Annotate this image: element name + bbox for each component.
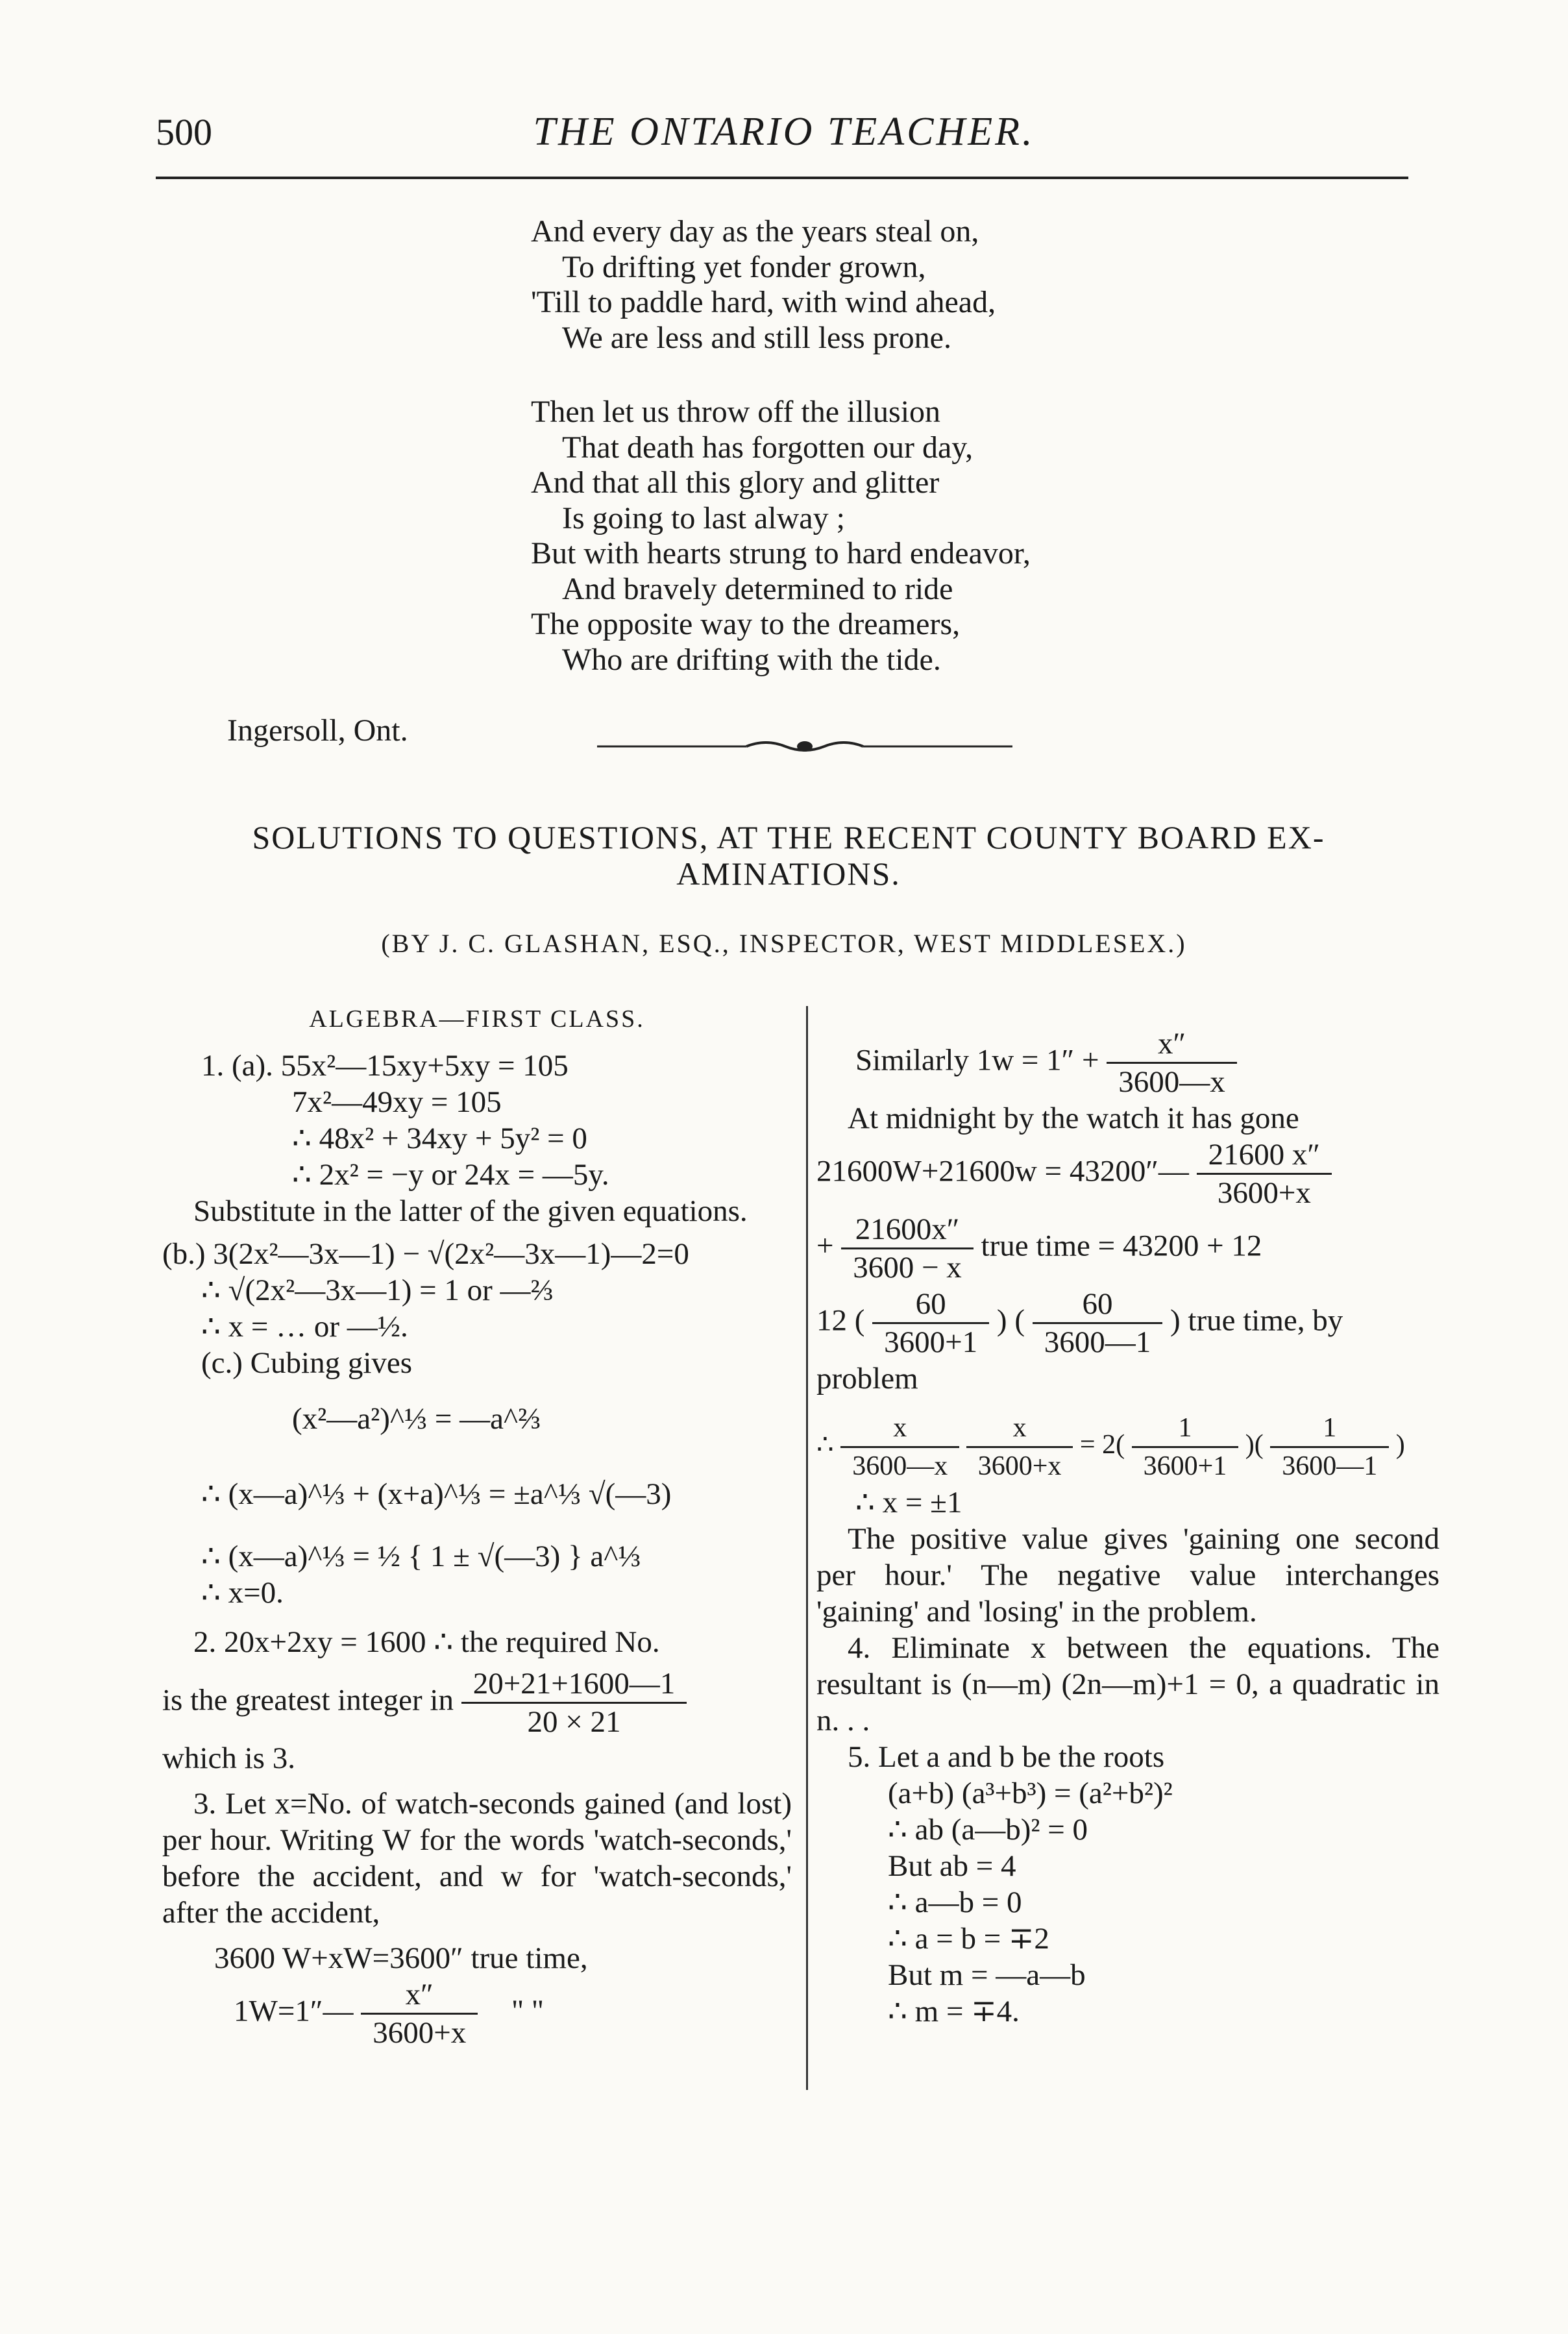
fraction-denominator: 3600+x: [373, 2016, 467, 2050]
text-paragraph: The positive value gives 'gaining one second per hour.' The negative value interchanges 'gaining' and 'losing' in the problem.: [816, 1522, 1439, 1628]
equation-line: 1. (a). 55x²—15xy+5xy = 105: [201, 1049, 569, 1083]
equation-line: ∴ (x—a)^⅓ = ½ { 1 ± √(—3) } a^⅓: [201, 1540, 641, 1573]
text-fragment: 21600W+21600w = 43200″—: [816, 1154, 1189, 1188]
fraction-denominator: 3600—x: [852, 1451, 948, 1481]
equation-line: (a+b) (a³+b³) = (a²+b²)²: [888, 1776, 1173, 1810]
fraction: [872, 1286, 989, 1360]
text-fragment: ) (: [996, 1303, 1025, 1338]
fraction-denominator: 20 × 21: [527, 1705, 621, 1739]
fraction-denominator: 3600+x: [1217, 1176, 1311, 1210]
poem-signoff: Ingersoll, Ont.: [227, 713, 408, 748]
fraction: [461, 1665, 687, 1740]
fraction-denominator: 3600+x: [977, 1451, 1062, 1481]
text-fragment: ): [1395, 1430, 1405, 1460]
text-fragment: = 2(: [1079, 1430, 1125, 1460]
running-title: THE ONTARIO TEACHER.: [533, 110, 1035, 154]
column-divider: [806, 1006, 808, 2090]
text-paragraph: 4. Eliminate x between the equations. The resultant is (n—m) (2n—m)+1 = 0, a quadratic in n. . .: [816, 1631, 1439, 1738]
fraction-denominator: 3600 − x: [853, 1251, 962, 1284]
equation-line: ∴ 48x² + 34xy + 5y² = 0: [292, 1122, 587, 1155]
poem-line: But with hearts strung to hard endeavor,: [531, 536, 1031, 571]
fraction-line: [816, 1026, 1439, 1100]
poem-line: The opposite way to the dreamers,: [531, 607, 961, 641]
equation-line: 7x²—49xy = 105: [292, 1085, 502, 1119]
section-subhead: ALGEBRA—FIRST CLASS.: [309, 1005, 645, 1033]
poem-line: 'Till to paddle hard, with wind ahead,: [531, 285, 996, 319]
fraction-numerator: x″: [361, 1976, 478, 2015]
poem: [531, 214, 1245, 678]
poem-line: Who are drifting with the tide.: [562, 642, 941, 677]
ditto-marks: " ": [511, 1994, 545, 2028]
page-number: 500: [156, 111, 212, 153]
fraction-line: [816, 1136, 1439, 1211]
article-byline: (BY J. C. GLASHAN, ESQ., INSPECTOR, WEST MIDDLESEX.): [381, 929, 1187, 958]
poem-line: We are less and still less prone.: [562, 320, 951, 355]
fraction-denominator: 3600+1: [1143, 1451, 1227, 1481]
fraction-line: [162, 1665, 792, 1740]
ornament-divider: [597, 733, 1012, 759]
fraction-denominator: 3600—1: [1282, 1451, 1378, 1481]
right-column: [816, 1026, 1439, 2030]
text-line: which is 3.: [162, 1741, 295, 1775]
equation-line: But m = —a—b: [888, 1958, 1086, 1992]
text-fragment: +: [816, 1229, 834, 1263]
poem-stanza-1: [531, 214, 1245, 356]
fraction-numerator: 60: [1033, 1286, 1163, 1324]
fraction-numerator: 60: [872, 1286, 989, 1324]
poem-line: That death has forgotten our day,: [562, 430, 974, 465]
text-fragment: ∴: [816, 1430, 834, 1460]
poem-line: Then let us throw off the illusion: [531, 395, 941, 429]
equation-line: ∴ 2x² = −y or 24x = —5y.: [292, 1158, 609, 1192]
fraction-line: [162, 1976, 792, 2051]
equation-line: (x²—a²)^⅓ = —a^⅔: [292, 1402, 541, 1436]
fraction: [840, 1410, 959, 1484]
equation-line: ∴ ab (a—b)² = 0: [888, 1813, 1088, 1847]
text-fragment: 1W=1″—: [234, 1994, 354, 2028]
text-fragment: true time = 43200 + 12: [981, 1229, 1262, 1263]
fraction: [361, 1976, 478, 2051]
fraction-denominator: 3600—1: [1044, 1325, 1151, 1359]
fraction: [841, 1211, 974, 1286]
equation-line: (b.) 3(2x²—3x—1) − √(2x²—3x—1)—2=0: [162, 1237, 689, 1271]
equation-line: ∴ m = ∓4.: [888, 1995, 1020, 2028]
equation-line: ∴ x = ±1: [855, 1486, 962, 1519]
fraction-numerator: 1: [1270, 1410, 1389, 1448]
text-fragment: is the greatest integer in: [162, 1683, 454, 1717]
equation-line: 2. 20x+2xy = 1600 ∴ the required No.: [193, 1625, 660, 1659]
equation-line: ∴ x=0.: [201, 1576, 284, 1610]
equation-line: ∴ √(2x²—3x—1) = 1 or —⅔: [201, 1273, 554, 1307]
fraction-numerator: x″: [1107, 1026, 1237, 1064]
fraction: [1132, 1410, 1239, 1484]
article-title-line: AMINATIONS.: [676, 855, 901, 892]
text-line: At midnight by the watch it has gone: [848, 1101, 1299, 1135]
text-fragment: 12 (: [816, 1303, 865, 1338]
poem-line: To drifting yet fonder grown,: [562, 249, 926, 284]
fraction-numerator: 21600x″: [841, 1211, 974, 1249]
poem-line: And every day as the years steal on,: [531, 214, 979, 249]
fraction-line: [816, 1410, 1439, 1484]
fraction: [1270, 1410, 1389, 1484]
fraction: [1197, 1136, 1332, 1211]
text-paragraph: 3. Let x=No. of watch-seconds gained (and lost) per hour. Writing W for the words 'watch-seconds,' before the accident, and w for 'watch-seconds,' after the accident,: [162, 1787, 792, 1930]
text-fragment: ) true time, by: [1170, 1303, 1343, 1338]
fraction-line: [816, 1211, 1439, 1286]
fraction-numerator: x: [840, 1410, 959, 1448]
text-line: problem: [816, 1362, 918, 1395]
poem-line: Is going to last alway ;: [562, 500, 845, 535]
fraction-numerator: 20+21+1600—1: [461, 1665, 687, 1704]
text-fragment: )(: [1245, 1430, 1264, 1460]
equation-line: ∴ (x—a)^⅓ + (x+a)^⅓ = ±a^⅓ √(—3): [201, 1477, 672, 1511]
text-paragraph: Substitute in the latter of the given equations.: [193, 1194, 748, 1228]
left-column: [162, 1001, 792, 2051]
equation-line: 3600 W+xW=3600″ true time,: [214, 1941, 588, 1975]
fraction-numerator: 1: [1132, 1410, 1239, 1448]
equation-line: But ab = 4: [888, 1849, 1016, 1883]
equation-line: ∴ x = … or —½.: [201, 1310, 408, 1344]
fraction: [966, 1410, 1073, 1484]
fraction: [1033, 1286, 1163, 1360]
text-fragment: Similarly 1w = 1″ +: [855, 1043, 1099, 1077]
equation-line: (c.) Cubing gives: [201, 1346, 413, 1380]
equation-line: ∴ a = b = ∓2: [888, 1922, 1049, 1956]
fraction-numerator: 21600 x″: [1197, 1136, 1332, 1175]
article-title-line: SOLUTIONS TO QUESTIONS, AT THE RECENT COUNTY BOARD EX-: [252, 819, 1325, 855]
poem-line: And bravely determined to ride: [562, 571, 953, 606]
fraction-denominator: 3600—x: [1118, 1065, 1225, 1099]
equation-line: ∴ a—b = 0: [888, 1886, 1022, 1919]
poem-stanza-2: [531, 395, 1245, 678]
fraction-denominator: 3600+1: [884, 1325, 978, 1359]
text-line: 5. Let a and b be the roots: [848, 1740, 1165, 1774]
article-title: [156, 819, 1421, 892]
header-rule: [156, 177, 1408, 179]
poem-line: And that all this glory and glitter: [531, 465, 940, 500]
fraction-line: [816, 1286, 1439, 1360]
fraction-numerator: x: [966, 1410, 1073, 1448]
fraction: [1107, 1026, 1237, 1100]
